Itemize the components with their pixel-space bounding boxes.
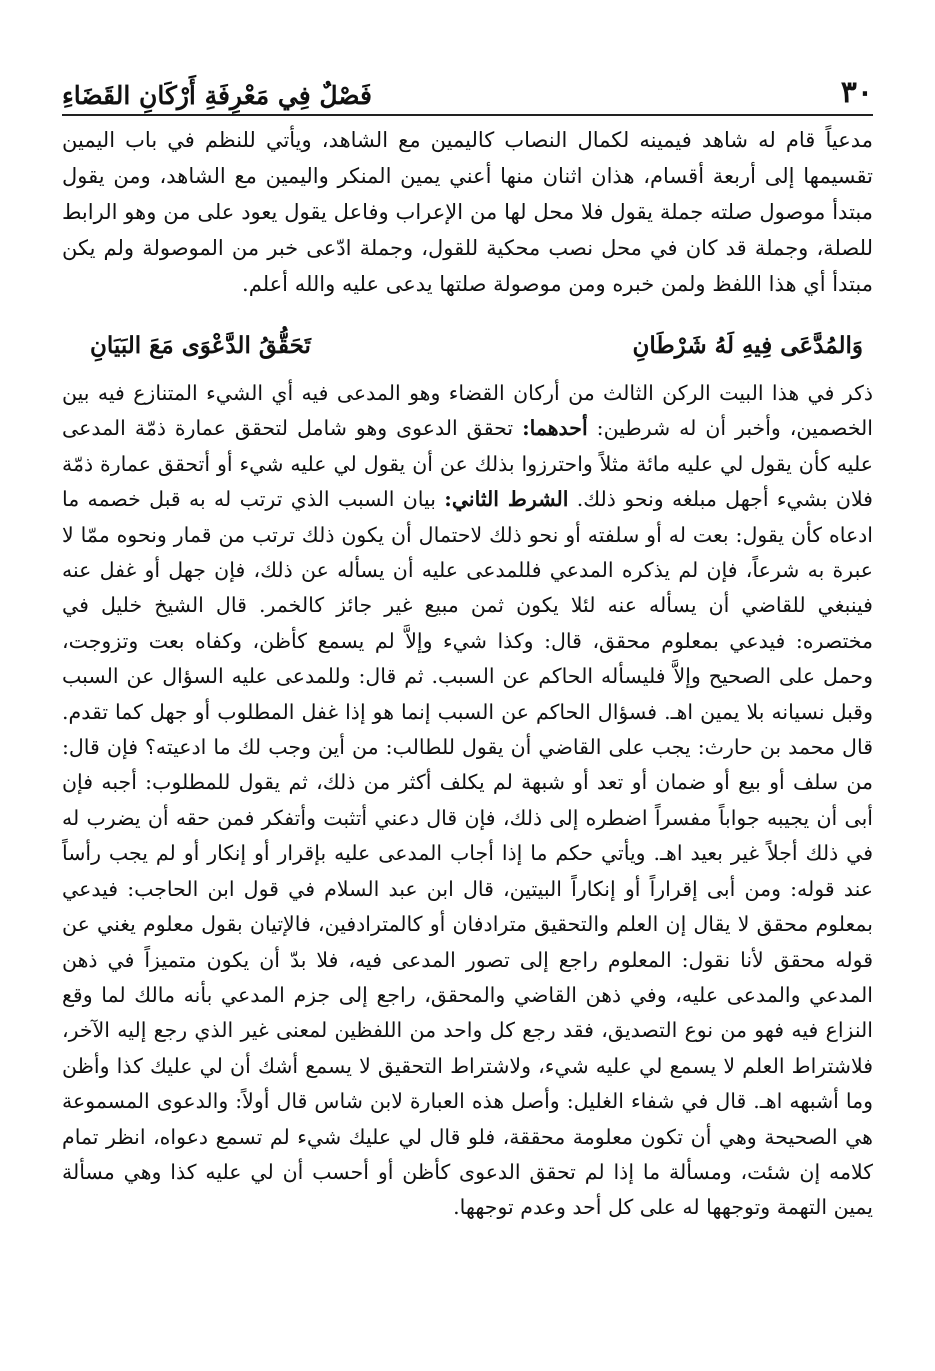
poem-verse bbox=[90, 332, 863, 359]
page-header bbox=[62, 50, 873, 116]
second-condition-label: الشرط الثاني: bbox=[444, 487, 569, 512]
commentary-part-2: تحقق الدعوى وهو شامل لتحقق عمارة ذمّة المدعى عليه كأن يقول لي عليه مائة مثلاً واحترزوا بذلك عن أن يقول لي عليه شيء أو أتحقق عمارة ذمّة فلان بشيء أجهل مبلغه ونحو ذلك. bbox=[62, 416, 873, 512]
running-title: فَصْلٌ فِي مَعْرِفَةِ أَرْكَانِ القَضَاءِ bbox=[62, 81, 372, 110]
commentary-paragraph bbox=[62, 376, 873, 1226]
commentary-part-1: ذكر في هذا البيت الركن الثالث من أركان القضاء وهو المدعى فيه أي الشيء المتنازع فيه بين الخصمين، وأخبر أن له شرطين: bbox=[62, 381, 873, 441]
page-number: ٣٠ bbox=[840, 75, 873, 110]
first-condition-label: أحدهما: bbox=[522, 416, 588, 441]
verse-second-hemistich: تَحَقُّقُ الدَّعْوَى مَعَ البَيَانِ bbox=[90, 332, 311, 359]
verse-first-hemistich: وَالمُدَّعَى فِيهِ لَهُ شَرْطَانِ bbox=[632, 332, 863, 359]
intro-paragraph: مدعياً قام له شاهد فيمينه لكمال النصاب كاليمين مع الشاهد، ويأتي للنظم في باب اليمين تقسيمها إلى أربعة أقسام، هذان اثنان منها أعني يمين المنكر واليمين مع الشاهد، ومن يقول مبتدأ موصول صلته جملة يقول فلا محل لها من الإعراب وفاعل يقول يعود على من وهو الرابط للصلة، وجملة قد كان في محل نصب محكية للقول، وجملة ادّعى خبر من الموصولة ولم يكن مبتدأ أي هذا اللفظ ولمن خبره ومن موصولة صلتها يدعى عليه والله أعلم. bbox=[62, 128, 873, 296]
commentary-part-3: بيان السبب الذي ترتب له به قبل خصمه ما ادعاه كأن يقول: بعت له أو سلفته أو نحو ذلك لاحتمال أن يكون ذلك ترتب من قمار ونحوه ممّا لا عبرة به شرعاً، فإن لم يذكره المدعي فللمدعى عليه أن يسأله عن ذلك، فإن جهل أو غفل عنه فينبغي للقاضي أن يسأله عنه لئلا يكون ثمن مبيع غير جائز كالخمر. قال الشيخ خليل في مختصره: فيدعي بمعلوم محقق، قال: وكذا شيء وإلاَّ لم يسمع كأظن، وكفاه بعت وتزوجت، وحمل على الصحيح وإلاَّ فليسأله الحاكم عن السبب. ثم قال: وللمدعى عليه السؤال عن السبب وقبل نسيانه بلا يمين اهـ. فسؤال الحاكم عن السبب إنما هو إذا غفل المطلوب أو جهل كما تقدم. قال محمد بن حارث: يجب على القاضي أن يقول للطالب: من أين وجب لك ما ادعيته؟ فإن قال: من سلف أو بيع أو ضمان أو تعد أو شبهة لم يكلف أكثر من ذلك، ثم يقول للمطلوب: أجبه فإن أبى أن يجيبه جواباً مفسراً اضطره إلى ذلك، فإن قال دعني أتثبت وأتفكر فمن حقه أن يضرب له في ذلك أجلاً غير بعيد اهـ. ويأتي حكم ما إذا أجاب المدعى عليه بإقرار أو إنكار أو لم يجب رأساً عند قوله: ومن أبى إقراراً أو إنكاراً البيتين، قال ابن عبد السلام في قول ابن الحاجب: فيدعي بمعلوم محقق لا يقال إن العلم والتحقيق مترادفان أو كالمترادفين، فالإتيان بقول معلوم يغني عن قوله محقق لأنا نقول: المعلوم راجع إلى تصور المدعى فيه، فلا بدّ أن يكون متميزاً في ذهن المدعي والمدعى عليه، وفي ذهن القاضي والمحقق، راجع إلى جزم المدعي بأنه مالك لما وقع النزاع فيه فهو من نوع التصديق، فقد رجع كل واحد من اللفظين لمعنى غير الذي رجع إليه الآخر، فلاشتراط العلم لا يسمع لي عليه شيء، ولاشتراط التحقيق لا يسمع أشك أن لي عليك كذا وأظن وما أشبهه اهـ. قال في شفاء الغليل: وأصل هذه العبارة لابن شاس قال أولاً: والدعوى المسموعة هي الصحيحة وهي أن تكون معلومة محققة، فلو قال لي عليك شيء لم تسمع دعواه، انظر تمام كلامه إن شئت، ومسألة ما إذا لم تحقق الدعوى كأظن أو أحسب أن لي عليه كذا وهي مسألة يمين التهمة وتوجهها له على كل أحد وعدم توجهها. bbox=[62, 487, 873, 1220]
